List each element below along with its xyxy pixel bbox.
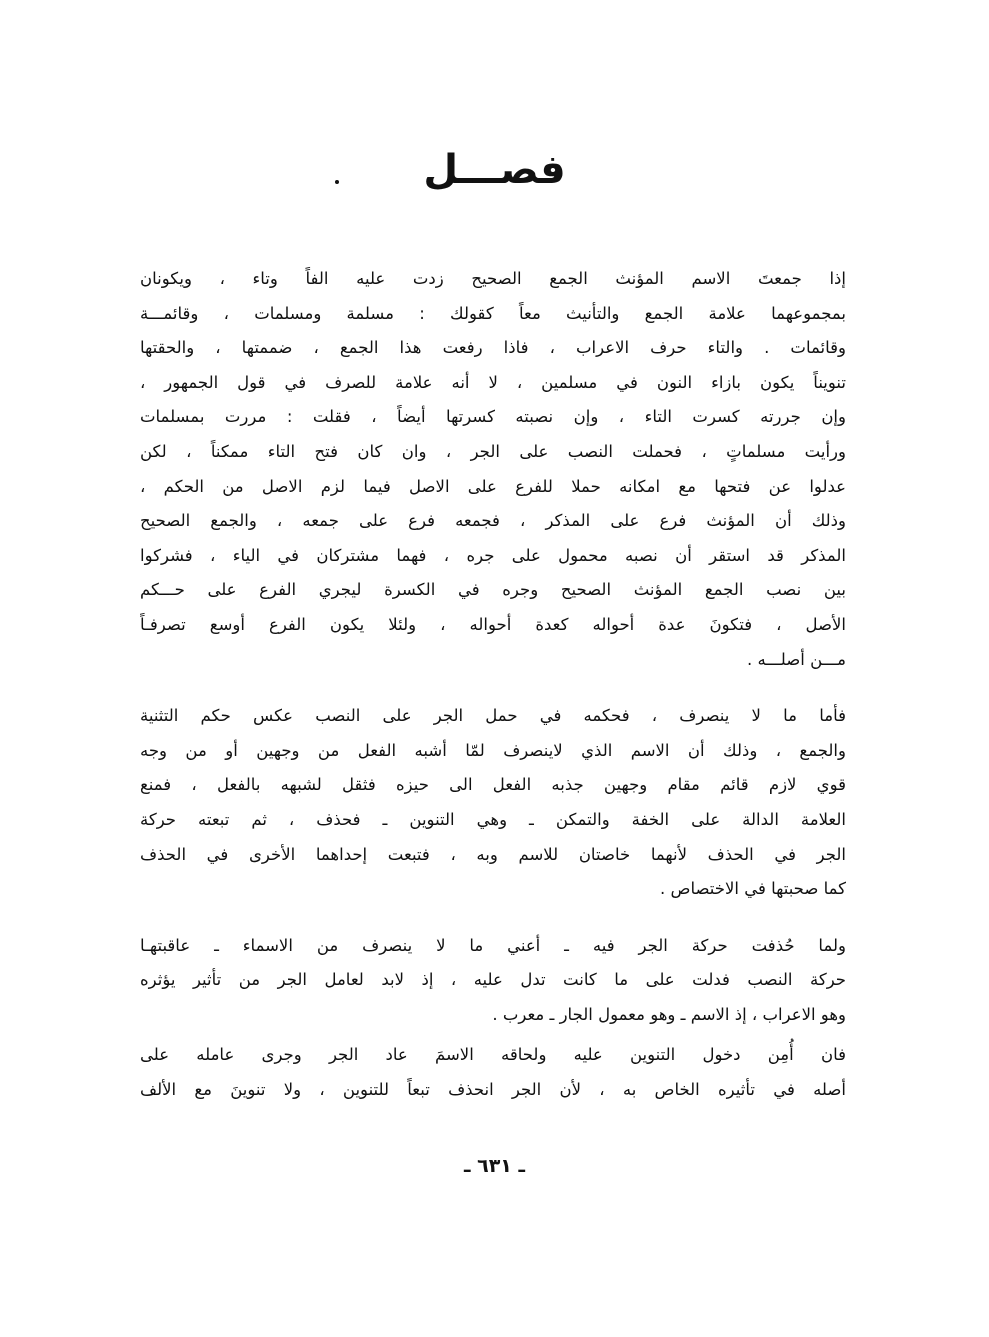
text-line: أصله في تأثيره الخاص به ، لأن الجر انحذف تبعاً للتنوين ، ولا تنوينَ مع الألف xyxy=(140,1080,846,1100)
stray-dot xyxy=(335,180,339,184)
text-line: كما صحبتها في الاختصاص . xyxy=(660,879,846,899)
text-line: ولما حُذفت حركة الجر فيه ـ أعني ما لا ينصرف من الاسماء ـ عاقبتهـا xyxy=(140,935,846,955)
text-line: تنويناً يكون بازاء النون في مسلمين ، لا أنه علامة للصرف في قول الجمهور ، xyxy=(140,372,846,392)
text-line: وقائمات . والتاء حرف الاعراب ، فاذا رفعت هذا الجمع ، ضممتها ، والحقتها xyxy=(140,338,846,358)
text-line: المذكر قد استقر أن نصبه محمول على جره ، فهما مشتركان في الياء ، فشركوا xyxy=(140,545,846,565)
text-line: حركة النصب فدلت على ما كانت تدل عليه ، إذ لابد لعامل الجر من تأثير يؤثره xyxy=(140,970,846,990)
text-line: الأصل ، فتكونَ عدة أحواله كعدة أحواله ، ولئلا يكون الفرع أوسع تصرفـاً xyxy=(140,614,846,634)
page-number: ـ ٦٣١ ـ xyxy=(463,1155,525,1177)
text-line: وهو الاعراب ، إذ الاسم ـ وهو معمول الجار ـ معرب . xyxy=(492,1004,846,1024)
text-line: وذلك أن المؤنث فرع على المذكر ، فجمعه فرع على جمعه ، والجمع الصحيح xyxy=(140,511,846,531)
text-line: إذا جمعتَ الاسم المؤنث الجمع الصحيح زدت عليه الفاً وتاء ، ويكونان xyxy=(140,269,846,288)
text-line: العلامة الدالة على الخفة والتمكن ـ وهي التنوين ـ فحذف ، ثم تبعته حركة xyxy=(140,809,846,829)
text-line: والجمع ، وذلك أن الاسم الذي لاينصرف لمّا أشبه الفعل من وجهين أو من وجه xyxy=(140,740,846,760)
text-line: الجر في الحذف لأنهما خاصتان للاسم وبه ، فتبعت إحداهما الأخرى في الحذف xyxy=(140,844,846,864)
text-line: ورأيت مسلماتٍ ، فحملت النصب على الجر ، وان كان فتح التاء ممكناً ، لكن xyxy=(140,441,846,461)
text-line: عدلوا عن فتحها مع امكانه حملا للفرع على الاصل فيما لزم الاصل من الحكم ، xyxy=(140,476,846,496)
text-line: قوي لازم قائم مقام وجهين جذبه الفعل الى حيزه فثقل لشبهه بالفعل ، فمنع xyxy=(140,775,846,795)
text-line: مـــن أصلـــه . xyxy=(746,649,846,669)
text-line: بمجموعهما علامة الجمع والتأنيث معاً كقولك : مسلمة ومسلمات ، وقائمـــة xyxy=(140,303,846,323)
body-text xyxy=(140,262,846,1108)
text-line: فان أُمِن دخول التنوين عليه ولحاقه الاسمَ عاد الجر وجرى عامله على xyxy=(140,1045,846,1065)
text-line: فأما ما لا ينصرف ، فحكمه في حمل الجر على النصب عكس حكم التثنية xyxy=(140,706,846,726)
text-line: بين نصب الجمع المؤنث الصحيح وجره في الكسرة ليجري الفرع على حـــكم xyxy=(140,580,846,600)
section-heading: فصـــل xyxy=(423,147,566,193)
text-line: وإن جررته كسرت التاء ، وإن نصبته كسرتها أيضاً ، فقلت : مررت بمسلمات xyxy=(140,407,846,427)
